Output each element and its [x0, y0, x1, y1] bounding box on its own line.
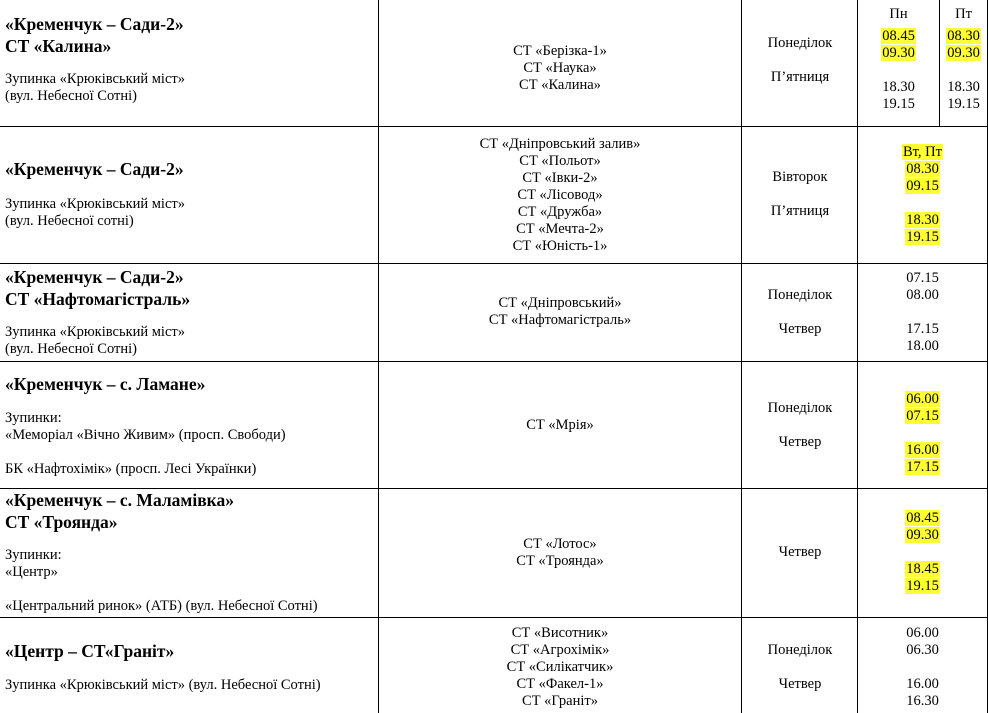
route-stop-line: (вул. Небесної Сотні)	[5, 341, 137, 357]
route-title: «Кременчук – Сади-2»	[5, 159, 184, 179]
departure-time: 18.30	[882, 79, 915, 95]
route-title: «Кременчук – Сади-2»	[5, 267, 184, 287]
route-stop-line: «Меморіал «Вічно Живим» (просп. Свободи)	[5, 427, 286, 443]
times-list-evening	[858, 321, 987, 355]
stops-list	[380, 295, 740, 329]
route-subtitle: СТ «Нафтомагістраль»	[5, 289, 191, 309]
departure-time: 17.15	[906, 459, 939, 475]
day-label: Четвер	[778, 434, 822, 450]
stop-name: СТ «Дружба»	[517, 204, 603, 220]
stop-name: СТ «Факел-1»	[516, 676, 604, 692]
times-list-evening	[858, 676, 987, 710]
departure-time: 18.45	[906, 561, 939, 577]
day-label: Четвер	[778, 676, 822, 692]
departure-time: 18.30	[906, 212, 939, 228]
stop-name: СТ «Силікатчик»	[506, 659, 614, 675]
stop-name: СТ «Івки-2»	[522, 170, 598, 186]
route-title: «Кременчук – с. Ламане»	[5, 374, 206, 394]
column-divider-2	[741, 0, 742, 713]
stop-name: СТ «Троянда»	[516, 553, 604, 569]
departure-time: 08.30	[906, 161, 939, 177]
departure-time: 18.30	[947, 79, 980, 95]
stop-name: СТ «Мрія»	[526, 417, 594, 433]
route-stop-line: Зупинка «Крюківський міст»	[5, 71, 185, 87]
departure-time: 09.30	[947, 45, 980, 61]
day-label: Понеділок	[767, 400, 833, 416]
route-stop-line: (вул. Небесної сотні)	[5, 213, 134, 229]
times-list-evening	[858, 561, 987, 595]
route-stop-line: «Центр»	[5, 564, 58, 580]
route-stop-line: «Центральний ринок» (АТБ) (вул. Небесної Сотні)	[5, 598, 318, 614]
departure-time: 18.00	[906, 338, 939, 354]
friday-times-evening	[940, 79, 987, 113]
monday-times-evening	[858, 79, 939, 113]
route-stop-line: Зупинки:	[5, 410, 62, 426]
day-label: Понеділок	[767, 642, 833, 658]
departure-time: 08.00	[906, 287, 939, 303]
departure-time: 06.00	[906, 391, 939, 407]
departure-time: 09.15	[906, 178, 939, 194]
route-subtitle: СТ «Троянда»	[5, 512, 118, 532]
stop-name: СТ «Юність-1»	[512, 238, 608, 254]
monday-header: Пн	[889, 6, 908, 22]
departure-time: 17.15	[906, 321, 939, 337]
stops-list	[380, 536, 740, 570]
stop-name: СТ «Лотос»	[523, 536, 597, 552]
departure-time: 19.15	[947, 96, 980, 112]
stop-name: СТ «Берізка-1»	[513, 43, 607, 59]
times-list	[858, 270, 987, 304]
times-list	[858, 144, 987, 195]
route-stop-line: Зупинка «Крюківський міст» (вул. Небесної Сотні)	[5, 677, 321, 693]
day-label: П’ятниця	[770, 69, 830, 85]
departure-time: 16.30	[906, 693, 939, 709]
times-list-evening	[858, 442, 987, 476]
stop-name: СТ «Агрохімік»	[510, 642, 610, 658]
row-divider-4	[0, 488, 988, 489]
stop-name: СТ «Нафтомагістраль»	[488, 312, 632, 328]
departure-time: 16.00	[906, 676, 939, 692]
stop-name: СТ «Наука»	[523, 60, 597, 76]
days-header: Вт, Пт	[903, 144, 942, 160]
stop-name: СТ «Дніпровський»	[498, 295, 622, 311]
departure-time: 08.45	[882, 28, 915, 44]
friday-header: Пт	[955, 6, 972, 22]
route-stop-line: Зупинка «Крюківський міст»	[5, 324, 185, 340]
departure-time: 06.00	[906, 625, 939, 641]
stops-list	[380, 417, 740, 434]
day-label: Понеділок	[767, 287, 833, 303]
times-list-evening	[858, 212, 987, 246]
stop-name: СТ «Мечта-2»	[516, 221, 604, 237]
stop-name: СТ «Польот»	[519, 153, 601, 169]
route-stop-line: Зупинки:	[5, 547, 62, 563]
departure-time: 08.45	[906, 510, 939, 526]
friday-times	[940, 28, 987, 62]
departure-time: 19.15	[882, 96, 915, 112]
stop-name: СТ «Лісовод»	[517, 187, 603, 203]
times-list	[858, 391, 987, 425]
departure-time: 06.30	[906, 642, 939, 658]
route-subtitle: СТ «Калина»	[5, 36, 112, 56]
departure-time: 09.30	[906, 527, 939, 543]
stops-list	[380, 43, 740, 94]
times-list	[858, 510, 987, 544]
route-title: «Кременчук – с. Маламівка»	[5, 490, 234, 510]
departure-time: 08.30	[947, 28, 980, 44]
departure-time: 07.15	[906, 270, 939, 286]
stop-name: СТ «Дніпровський залив»	[479, 136, 641, 152]
departure-time: 16.00	[906, 442, 939, 458]
route-title: «Кременчук – Сади-2»	[5, 14, 184, 34]
day-label: Понеділок	[767, 35, 833, 51]
route-stop-line: Зупинка «Крюківський міст»	[5, 196, 185, 212]
day-label: Четвер	[778, 544, 822, 560]
row-divider-1	[0, 126, 988, 127]
stop-name: СТ «Граніт»	[522, 693, 598, 709]
row-divider-5	[0, 617, 988, 618]
departure-time: 19.15	[906, 229, 939, 245]
route-stop-line: БК «Нафтохімік» (просп. Лесі Українки)	[5, 461, 257, 477]
stop-name: СТ «Висотник»	[511, 625, 609, 641]
day-label: Четвер	[778, 321, 822, 337]
row-divider-2	[0, 263, 988, 264]
route-stop-line: (вул. Небесної Сотні)	[5, 88, 137, 104]
stops-list	[380, 625, 740, 710]
monday-times	[858, 28, 939, 62]
day-label: П’ятниця	[770, 203, 830, 219]
route-title: «Центр – СТ«Граніт»	[5, 641, 175, 661]
times-list	[858, 625, 987, 659]
day-label: Вівторок	[772, 169, 828, 185]
row-divider-3	[0, 361, 988, 362]
stop-name: СТ «Калина»	[519, 77, 601, 93]
departure-time: 09.30	[882, 45, 915, 61]
departure-time: 07.15	[906, 408, 939, 424]
stops-list	[380, 136, 740, 255]
departure-time: 19.15	[906, 578, 939, 594]
column-divider-1	[378, 0, 379, 713]
